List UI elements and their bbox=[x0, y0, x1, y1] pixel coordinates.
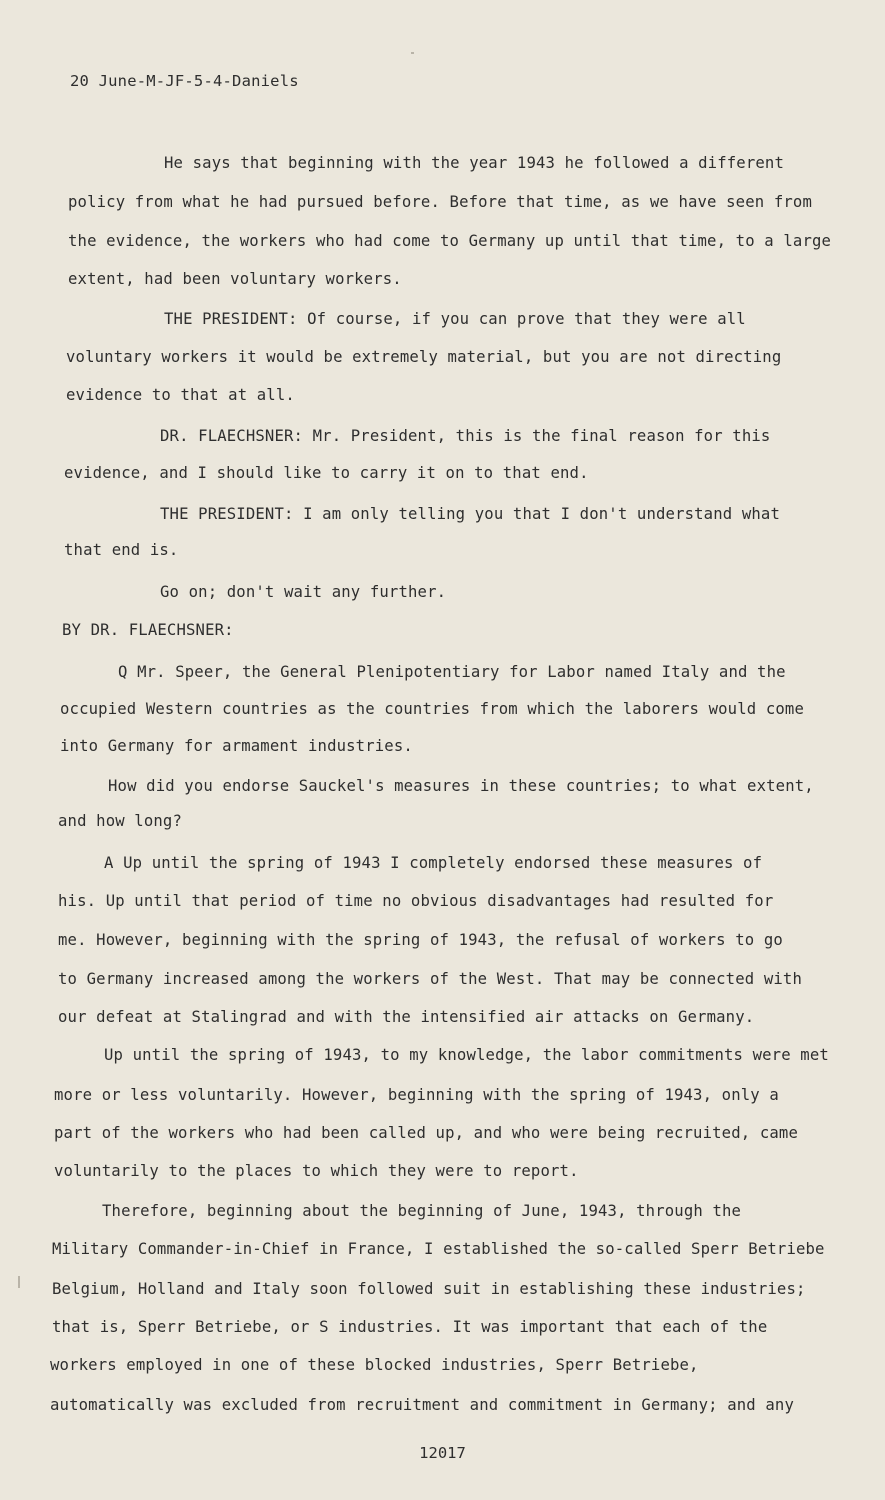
text-line: that is, Sperr Betriebe, or S industries. It was important that each of the bbox=[52, 1318, 768, 1336]
text-line: How did you endorse Sauckel's measures in these countries; to what extent, bbox=[108, 777, 814, 795]
text-line: extent, had been voluntary workers. bbox=[68, 270, 402, 288]
text-line: more or less voluntarily. However, beginning with the spring of 1943, only a bbox=[54, 1086, 779, 1104]
page-number: 12017 bbox=[419, 1444, 466, 1462]
text-line: THE PRESIDENT: Of course, if you can prove that they were all bbox=[164, 310, 746, 328]
text-line: our defeat at Stalingrad and with the intensified air attacks on Germany. bbox=[58, 1008, 755, 1026]
text-line: He says that beginning with the year 1943 he followed a different bbox=[164, 154, 784, 172]
text-line: his. Up until that period of time no obvious disadvantages had resulted for bbox=[58, 892, 774, 910]
text-line: BY DR. FLAECHSNER: bbox=[62, 621, 234, 639]
text-line: part of the workers who had been called up, and who were being recruited, came bbox=[54, 1124, 798, 1142]
text-line: automatically was excluded from recruitment and commitment in Germany; and any bbox=[50, 1396, 794, 1414]
text-line: Q Mr. Speer, the General Plenipotentiary for Labor named Italy and the bbox=[118, 663, 786, 681]
text-line: policy from what he had pursued before. Before that time, as we have seen from bbox=[68, 193, 812, 211]
text-line: THE PRESIDENT: I am only telling you that I don't understand what bbox=[160, 505, 780, 523]
text-line: occupied Western countries as the countries from which the laborers would come bbox=[60, 700, 804, 718]
text-line: to Germany increased among the workers of the West. That may be connected with bbox=[58, 970, 802, 988]
text-line: into Germany for armament industries. bbox=[60, 737, 413, 755]
text-line: Up until the spring of 1943, to my knowledge, the labor commitments were met bbox=[104, 1046, 829, 1064]
text-line: voluntarily to the places to which they were to report. bbox=[54, 1162, 579, 1180]
text-line: Go on; don't wait any further. bbox=[160, 583, 447, 601]
paper-speck bbox=[411, 52, 414, 54]
text-line: workers employed in one of these blocked industries, Sperr Betriebe, bbox=[50, 1356, 699, 1374]
text-line: Military Commander-in-Chief in France, I established the so-called Sperr Betriebe bbox=[52, 1240, 825, 1258]
page-header: 20 June-M-JF-5-4-Daniels bbox=[70, 72, 299, 90]
text-line: and how long? bbox=[58, 812, 182, 830]
text-line: Therefore, beginning about the beginning of June, 1943, through the bbox=[102, 1202, 742, 1220]
text-line: me. However, beginning with the spring of 1943, the refusal of workers to go bbox=[58, 931, 783, 949]
text-line: voluntary workers it would be extremely material, but you are not directing bbox=[66, 348, 782, 366]
text-line: the evidence, the workers who had come to Germany up until that time, to a large bbox=[68, 232, 832, 250]
text-line: that end is. bbox=[64, 541, 179, 559]
text-line: evidence, and I should like to carry it on to that end. bbox=[64, 464, 589, 482]
text-line: Belgium, Holland and Italy soon followed suit in establishing these industries; bbox=[52, 1280, 806, 1298]
paper-speck bbox=[18, 1276, 20, 1288]
text-line: evidence to that at all. bbox=[66, 386, 295, 404]
text-line: DR. FLAECHSNER: Mr. President, this is the final reason for this bbox=[160, 427, 771, 445]
text-line: A Up until the spring of 1943 I completely endorsed these measures of bbox=[104, 854, 763, 872]
